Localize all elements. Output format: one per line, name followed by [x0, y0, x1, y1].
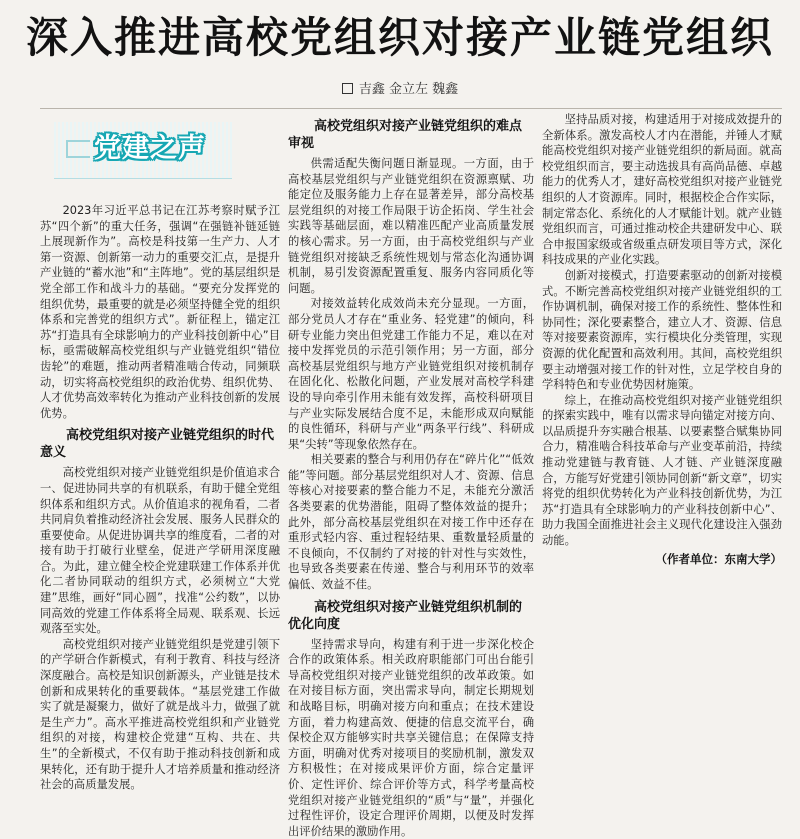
section-heading: 高校党组织对接产业链党组织的难点审视 — [288, 119, 523, 151]
paragraph-continued-text: 高校党组织对接产业链党组织是党建引领下的产学研合作新模式，有利于教育、科技与经济深度融合。高校是知识创新源头，产业链是技术创新和成果转化的重要载体。“基层党建工作做实了就是凝聚力，做好了就是战斗力，做强了就是生产力”。高水平推进高校党组织和产业链党组织的对接，构建校企党建“互构、共在、共生”的全新模式，不仅有助于推动科技创新和成果转化，还有助于提升人才培养质量和推动经济社会的高质量发展。 — [40, 637, 280, 792]
paragraph: 供需适配失衡问题日渐显现。一方面，由于高校基层党组织与产业链党组织在资源禀赋、功能定位及服务能力上存在显著差异，部分高校基层党组织的对接工作局限于访企拓岗、学生社会实践等基础层面，难以精准匹配产业高质量发展的核心需求。另一方面，由于高校党组织与产业链党组织对接缺乏系统性规划与常态化沟通协调机制，易引发资源配置重复、服务内容同质化等问题。 — [288, 157, 534, 295]
paragraph: 高校党组织对接产业链党组织是价值追求合一、促进协同共享的有机联系，有助于健全党组织体系和组织方式。从价值追求的视角看，二者共同肩负着推动经济社会发展、服务人民群众的重要使命。从促进协调共享的维度看，二者的对接有助于打破行业壁垒，促进产学研用深度融合。为此，建立健全校企党建联建工作体系并优化二者协同联动的组织方式，必须树立“大党建”思维，画好“同心圆”，找准“公约数”，以协同高效的党建工作体系将全局观、联系观、长远观落至实处。 — [40, 466, 280, 636]
paragraph: 坚持需求导向，构建有利于进一步深化校企合作的政策体系。相关政府职能部门可出台能引导高校党组织对接产业链党组织的改革政策。如在对接目标方面，突出需求导向，制定长期规划和战略目标，明确对接方向和重点；在技术建设方面，着力构建高效、便捷的信息交流平台，确保校企双方能够实时共享关键信息；在保障支持方面，明确对优秀对接项目的奖励机制，激发双方积极性；在对接成果评价方面，综合定量评价、定性评价、综合评价等方式，科学考量高校党组织对接产业链党组织的“质”与“量”，并强化过程性评价，设定合理评价周期，以便及时发挥出评价结果的激励作用。 — [288, 637, 534, 838]
section-heading: 高校党组织对接产业链党组织的时代意义 — [40, 428, 275, 461]
header-divider — [40, 108, 782, 109]
paragraph: 对接效益转化成效尚未充分显现。一方面，部分党员人才存在“重业务、轻党建”的倾向，科研专业能力突出但党建工作能力不足，难以在对接中发挥党员的示范引领作用；另一方面，部分高校基层党组织与地方产业链党组织对接机制存在固化化、松散化问题，产业发展对高校学科建设的导向牵引作用未能有效发挥，高校科研项目与产业实际发展结合度不足，未能形成双向赋能的良性循环，科研与产业“两条平行线”、科研成果“尖转”等现象依然存在。 — [288, 297, 534, 451]
headline: 深入推进高校党组织对接产业链党组织 — [25, 13, 774, 62]
byline — [0, 80, 800, 100]
author-unit: （作者单位：东南大学） — [655, 551, 782, 566]
paragraph — [40, 637, 280, 793]
byline-authors: 吉鑫 金立左 魏鑫 — [358, 82, 459, 97]
paragraph: 创新对接模式，打造要素驱动的创新对接模式。不断完善高校党组织对接产业链党组织的工作协调机制，确保对接工作的系统性、整体性和协同性；深化要素整合，建立人才、资源、信息等对接要素资源库，实行模块化分类管理，实现资源的优化配置和高效利用。其间，高校党组织要主动增强对接工作的针对性，立足学校自身的学科特色和专业优势因材施策。 — [542, 268, 782, 392]
column-3 — [542, 112, 782, 697]
byline-box-icon — [342, 83, 353, 94]
column-logo-text: 党建之声 — [94, 133, 206, 164]
column-logo — [54, 122, 232, 179]
paragraph: 坚持品质对接，构建适用于对接成效提升的全新体系。激发高校人才内在潜能，并锤人才赋能高校党组织对接产业链党组织的新局面。就高校党组织而言，要主动选拔具有高尚品德、卓越能力的优秀人才，建好高校党组织对接产业链党组织的人才资源库。同时，根据校企合作实际，制定常态化、系统化的人才赋能计划。就产业链党组织而言，可通过推动校企共建研发中心、联合申报国家级或省级重点研发项目等方式，深化科技成果的产业化实践。 — [542, 113, 782, 267]
paragraph: 综上，在推动高校党组织对接产业链党组织的探索实践中，唯有以需求导向锚定对接方向、以品质提升夯实融合根基、以要素整合赋集协同合力，精准啮合科技革命与产业变革前沿，持续推动党建链与教育链、人才链、产业链深度融合，方能写好党建引领协同创新“新文章”，切实将党的组织优势转化为产业科技创新优势，为江苏“打造具有全球影响力的产业科技创新中心”、助力我国全面推进社会主义现代化建设注入强劲动能。 — [542, 393, 782, 548]
column-2 — [288, 112, 534, 838]
column-1 — [40, 112, 280, 792]
flag-icon — [66, 140, 90, 158]
section-heading: 高校党组织对接产业链党组织机制的优化向度 — [288, 599, 523, 632]
paragraph: 相关要素的整合与利用仍存在“碎片化”“低效能”等问题。部分基层党组织对人才、资源、信息等核心对接要素的整合能力不足，未能充分激活各类要素的优势潜能，阻碍了整体效益的提升；此外，部分高校基层党组织在对接工作中还存在重形式轻内容、重过程轻结果、重数量轻质量的不良倾向，不仅制约了对接的针对性与实效性，也导致各类要素在传递、整合与利用环节的效率偏低、效益不佳。 — [288, 453, 534, 592]
paragraph: 2023年习近平总书记在江苏考察时赋予江苏“四个新”的重大任务，强调“在强链补链延链上展现新作为”。高校是科技第一生产力、人才第一资源、创新第一动力的重要交汇点，是提升产业链的“蓄水池”和“主阵地”。党的基层组织是党全部工作和战斗力的基础。“要充分发挥党的组织优势，最重要的就是必须坚持健全党的组织体系和完善党的组织方式”。新征程上，锚定江苏“打造具有全球影响力的产业科技创新中心”目标，亟需破解高校党组织与产业链党组织“错位齿轮”的难题，推动两者精准啮合传动，同频联动，切实将高校党组织的政治优势、组织优势、人才优势高效率转化为推动产业科技创新的发展优势。 — [40, 204, 280, 420]
